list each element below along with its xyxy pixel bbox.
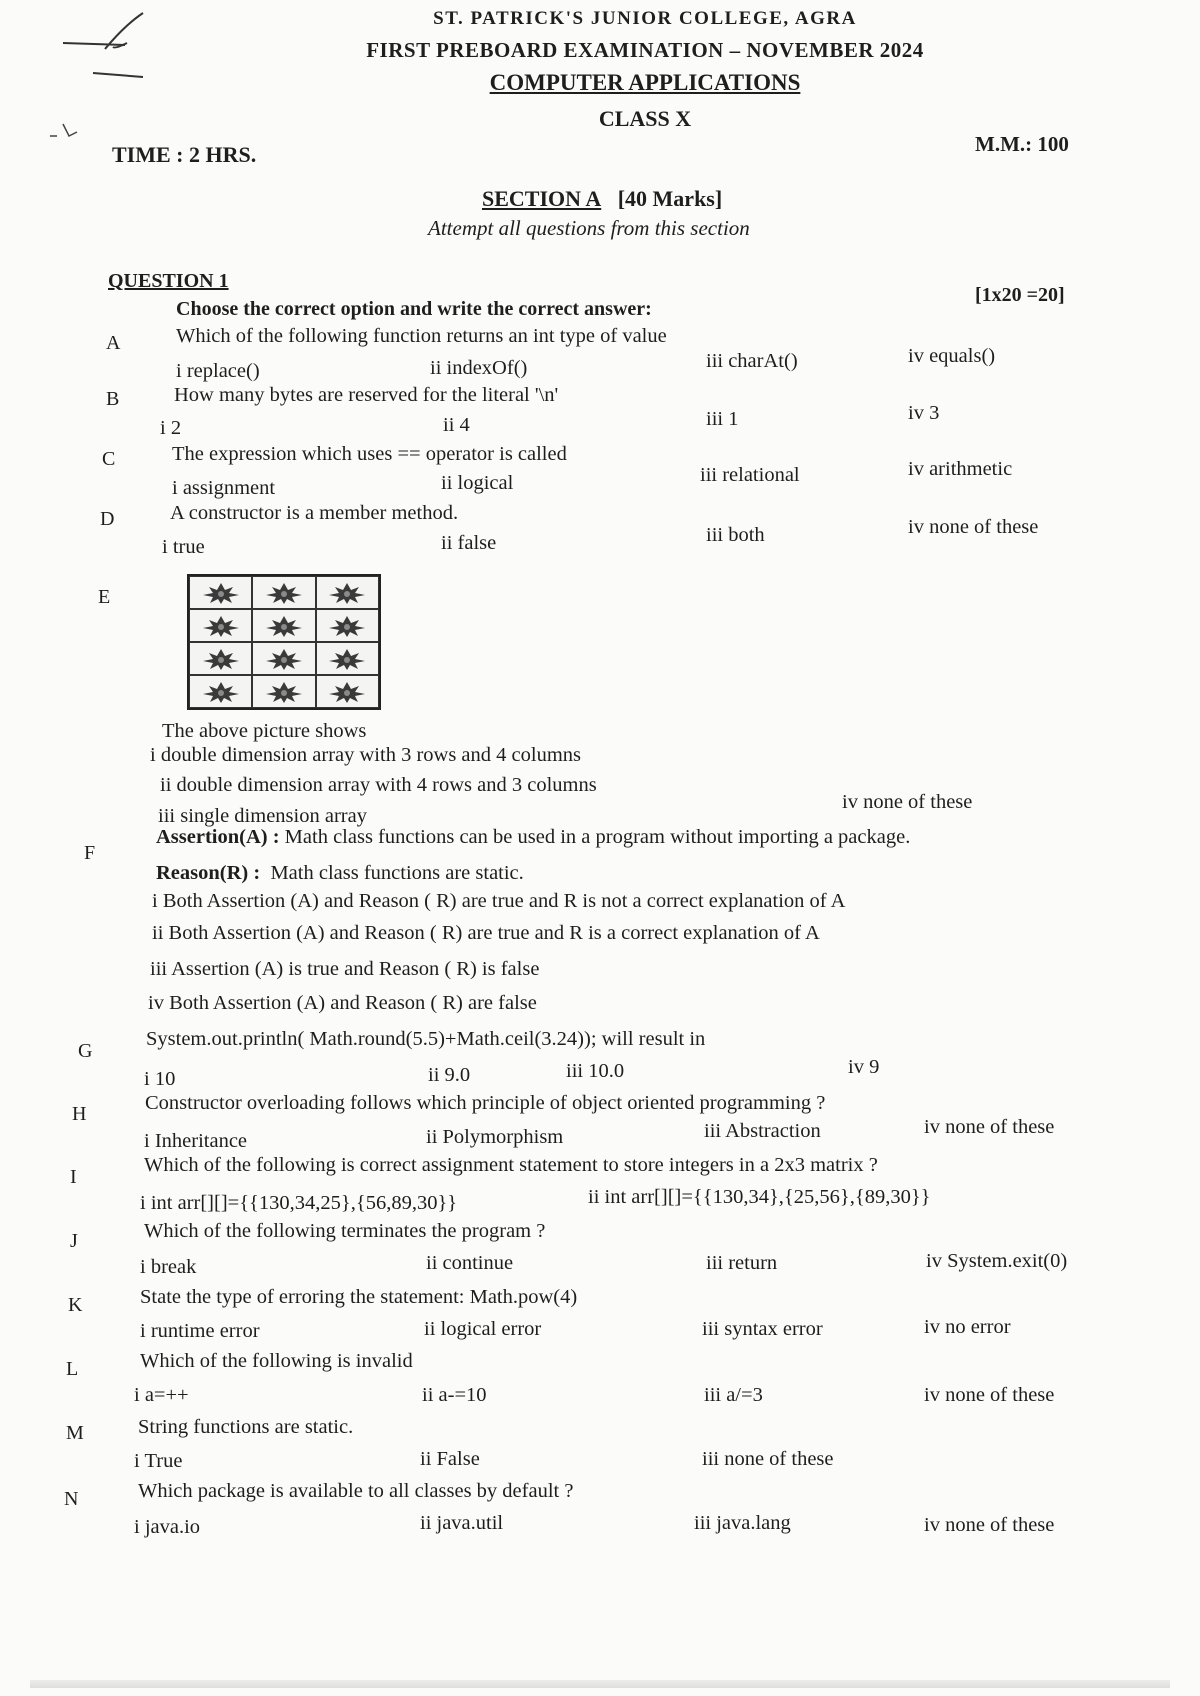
item-label: H xyxy=(72,1103,87,1125)
option: iii none of these xyxy=(702,1448,834,1470)
grid-cell xyxy=(316,675,379,708)
item-label: F xyxy=(84,842,96,864)
option: iii return xyxy=(706,1252,778,1274)
option: i Both Assertion (A) and Reason ( R) are true and R is not a correct explanation of A xyxy=(152,890,846,912)
star-tile-icon xyxy=(262,614,306,638)
array-picture xyxy=(187,574,381,710)
star-tile-icon xyxy=(262,647,306,671)
option: ii 9.0 xyxy=(428,1064,471,1086)
question-text: Which of the following function returns an int type of value xyxy=(176,325,667,347)
option: i double dimension array with 3 rows and 4 columns xyxy=(150,744,582,766)
option: iii a/=3 xyxy=(704,1384,763,1406)
item-label: J xyxy=(70,1230,78,1252)
section-name: SECTION A xyxy=(482,186,602,211)
assertion-label: Assertion(A) : xyxy=(156,826,280,848)
item-label: D xyxy=(100,508,115,530)
star-tile-icon xyxy=(325,647,369,671)
item-label: B xyxy=(106,388,120,410)
star-tile-icon xyxy=(325,680,369,704)
option: ii logical error xyxy=(424,1318,542,1340)
scan-edge xyxy=(30,1680,1170,1688)
option: iii Abstraction xyxy=(704,1120,821,1142)
option: iv arithmetic xyxy=(908,458,1013,480)
star-tile-icon xyxy=(325,614,369,638)
time-label: TIME : 2 HRS. xyxy=(112,142,257,167)
item-label: N xyxy=(64,1488,79,1510)
subject-title: COMPUTER APPLICATIONS xyxy=(489,70,801,95)
option: ii java.util xyxy=(420,1512,504,1534)
question-instruction: Choose the correct option and write the correct answer: xyxy=(176,298,652,320)
option: i a=++ xyxy=(134,1384,189,1406)
option: i 2 xyxy=(160,417,182,439)
section-marks: [40 Marks] xyxy=(617,186,723,211)
grid-cell xyxy=(316,642,379,675)
option: i int arr[][]={{130,34,25},{56,89,30}} xyxy=(140,1192,458,1214)
question-text: Which of the following is invalid xyxy=(140,1350,413,1372)
star-tile-icon xyxy=(199,614,243,638)
option: iv none of these xyxy=(924,1116,1055,1138)
reason-label: Reason(R) : xyxy=(156,862,261,884)
option: iii Assertion (A) is true and Reason ( R) is false xyxy=(150,958,540,980)
option: ii indexOf() xyxy=(430,357,528,379)
item-label: M xyxy=(66,1422,84,1444)
option: ii 4 xyxy=(443,414,470,436)
grid-cell xyxy=(252,642,315,675)
option: ii int arr[][]={{130,34},{25,56},{89,30}} xyxy=(588,1186,931,1208)
star-tile-icon xyxy=(199,680,243,704)
question-text: String functions are static. xyxy=(138,1416,354,1438)
option: iii 1 xyxy=(706,408,739,430)
reason-line xyxy=(156,862,524,885)
option: ii double dimension array with 4 rows and 3 columns xyxy=(160,774,597,796)
section-title xyxy=(482,186,722,212)
option: i java.io xyxy=(134,1516,201,1538)
option: ii a-=10 xyxy=(422,1384,487,1406)
option: iv none of these xyxy=(924,1384,1055,1406)
question-text: Which of the following is correct assignment statement to store integers in a 2x3 matrix ? xyxy=(144,1154,878,1176)
grid-cell xyxy=(316,609,379,642)
item-label: A xyxy=(106,332,121,354)
assertion-text: Math class functions can be used in a program without importing a package. xyxy=(284,826,911,848)
option: ii Polymorphism xyxy=(426,1126,564,1148)
option: ii logical xyxy=(441,472,514,494)
star-tile-icon xyxy=(199,647,243,671)
grid-cell xyxy=(189,642,252,675)
question-text: State the type of erroring the statement: Math.pow(4) xyxy=(140,1286,578,1308)
option: iii both xyxy=(706,524,765,546)
question-text: Constructor overloading follows which principle of object oriented programming ? xyxy=(145,1092,826,1114)
question-text: How many bytes are reserved for the literal '\n' xyxy=(174,384,559,406)
question-text: System.out.println( Math.round(5.5)+Math.ceil(3.24)); will result in xyxy=(146,1028,706,1050)
option: i Inheritance xyxy=(144,1130,248,1152)
option: iii 10.0 xyxy=(566,1060,625,1082)
grid-cell xyxy=(189,609,252,642)
grid-cell xyxy=(252,675,315,708)
max-marks-label: M.M.: 100 xyxy=(975,132,1069,156)
grid-cell xyxy=(252,609,315,642)
option: iv System.exit(0) xyxy=(926,1250,1068,1272)
reason-text: Math class functions are static. xyxy=(270,862,524,884)
item-label: C xyxy=(102,448,116,470)
item-label: L xyxy=(66,1358,79,1380)
grid-cell xyxy=(316,576,379,609)
school-name: ST. PATRICK'S JUNIOR COLLEGE, AGRA xyxy=(433,8,857,29)
question-title: QUESTION 1 xyxy=(108,270,229,292)
option: i break xyxy=(140,1256,197,1278)
option: iii syntax error xyxy=(702,1318,823,1340)
option: i True xyxy=(134,1450,183,1472)
option: iv none of these xyxy=(842,791,973,813)
option: iii charAt() xyxy=(706,350,798,372)
option: iii java.lang xyxy=(694,1512,791,1534)
option: i true xyxy=(162,536,205,558)
item-label: K xyxy=(68,1294,83,1316)
option: iv 9 xyxy=(848,1056,880,1078)
option: ii continue xyxy=(426,1252,514,1274)
question-marks: [1x20 =20] xyxy=(975,284,1065,306)
option: iv none of these xyxy=(908,516,1039,538)
item-label: G xyxy=(78,1040,93,1062)
star-tile-icon xyxy=(325,581,369,605)
option: i assignment xyxy=(172,477,276,499)
question-text: The expression which uses == operator is called xyxy=(172,443,567,465)
option: iv 3 xyxy=(908,402,940,424)
item-label: E xyxy=(98,586,111,608)
option: iv Both Assertion (A) and Reason ( R) are false xyxy=(148,992,537,1014)
question-text: Which package is available to all classes by default ? xyxy=(138,1480,574,1502)
star-tile-icon xyxy=(262,581,306,605)
option: i replace() xyxy=(176,360,260,382)
option: iii single dimension array xyxy=(158,805,367,827)
question-text: Which of the following terminates the program ? xyxy=(144,1220,546,1242)
star-tile-icon xyxy=(199,581,243,605)
option: ii False xyxy=(420,1448,480,1470)
option: ii false xyxy=(441,532,497,554)
grid-cell xyxy=(189,675,252,708)
option: iv no error xyxy=(924,1316,1011,1338)
class-title: CLASS X xyxy=(598,106,692,131)
option: iii relational xyxy=(700,464,800,486)
item-label: I xyxy=(70,1166,77,1188)
option: ii Both Assertion (A) and Reason ( R) are true and R is a correct explanation of A xyxy=(152,922,820,944)
option: iv none of these xyxy=(924,1514,1055,1536)
grid-cell xyxy=(252,576,315,609)
question-text: The above picture shows xyxy=(162,720,367,742)
section-instruction: Attempt all questions from this section xyxy=(428,216,750,240)
option: i runtime error xyxy=(140,1320,260,1342)
grid-cell xyxy=(189,576,252,609)
option: iv equals() xyxy=(908,345,996,367)
assertion-line xyxy=(156,826,910,849)
star-tile-icon xyxy=(262,680,306,704)
option: i 10 xyxy=(144,1068,176,1090)
question-text: A constructor is a member method. xyxy=(170,502,459,524)
exam-title: FIRST PREBOARD EXAMINATION – NOVEMBER 2024 xyxy=(366,38,924,62)
